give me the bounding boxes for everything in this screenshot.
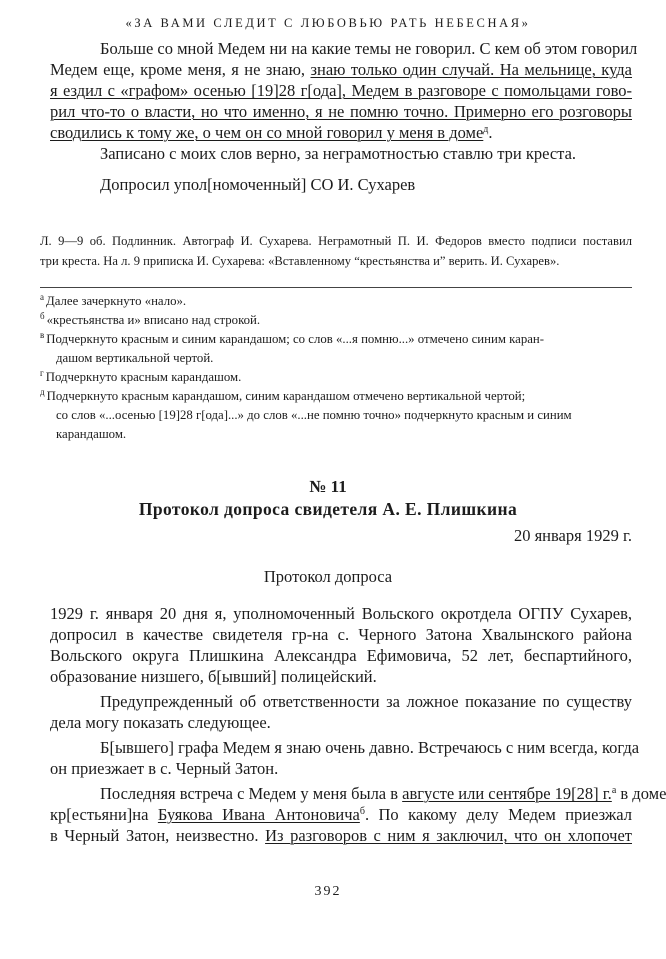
document-number: № 11 bbox=[309, 477, 347, 496]
footnote-ref: б bbox=[359, 806, 365, 817]
text-line: Предупрежденный об ответственности за ложное показание по существу bbox=[100, 692, 632, 711]
text-line: Последняя встреча с Медем у меня была в августе или сентябре 19[28] г.$^а$ в доме bbox=[100, 784, 666, 803]
source-note bbox=[40, 231, 632, 271]
text-line: образование низшего, б[ывший] полицейский. bbox=[50, 667, 377, 686]
text-line: кр[естьяни]на Буякова Ивана Антоновича$^б$. По какому делу Медем приезжал bbox=[50, 805, 632, 824]
document-title: Протокол допроса свидетеля А. Е. Плишкина bbox=[138, 499, 518, 519]
footnote-ref: д bbox=[483, 124, 489, 135]
underlined-passage: я ездил с «графом» осенью [19]28 г[ода], Медем в разговоре с помольцами гово- bbox=[50, 81, 632, 100]
certification-line: Записано с моих слов верно, за неграмотностью ставлю три креста. bbox=[100, 144, 577, 163]
text-line: Б[ывшего] графа Медем я знаю очень давно. Встречаюсь с ним всегда, когда bbox=[100, 738, 640, 757]
footnote-ref: а bbox=[611, 785, 617, 796]
text-line: Вольского округа Плишкина Александра Ефимовича, 52 лет, беспартийного, bbox=[50, 646, 632, 665]
footnote: $^д$ Подчеркнуто красным карандашом, синим карандашом отмечено вертикальной чертой; bbox=[40, 387, 526, 403]
page-number: 392 bbox=[314, 884, 342, 899]
underlined-passage: сводились к тому же, о чем он со мной говорил у меня в доме bbox=[50, 123, 484, 142]
source-note-line: Л. 9—9 об. Подлинник. Автограф И. Сухарева. Неграмотный П. И. Федоров вместо подписи поставил bbox=[40, 234, 632, 248]
protocol-heading: Протокол допроса bbox=[263, 567, 393, 586]
footnote-continuation: дашом вертикальной чертой. bbox=[56, 351, 214, 365]
text-line: в Черный Затон, неизвестно. Из разговоров с ним я заключил, что он хлопочет bbox=[50, 826, 632, 845]
footnote-continuation: карандашом. bbox=[56, 427, 127, 441]
text-line: он приезжает в с. Черный Затон. bbox=[50, 759, 279, 778]
underlined-passage: Буякова Ивана Антоновича bbox=[157, 805, 360, 824]
footnote: $^б$ «крестьянства и» вписано над строкой. bbox=[40, 311, 261, 327]
underlined-passage: августе или сентябре 19[28] г. bbox=[402, 784, 612, 803]
underlined-passage: рил что-то о власти, но что именно, я не помню точно. Примерно его розговоры bbox=[50, 102, 632, 121]
footnote: $^г$ Подчеркнуто красным карандашом. bbox=[40, 368, 242, 384]
interrogator-signature: Допросил упол[номоченный] СО И. Сухарев bbox=[100, 175, 416, 194]
text-line: Медем еще, кроме меня, я не знаю, знаю только один случай. На мельнице, куда bbox=[50, 60, 633, 79]
underlined-passage: знаю только один случай. На мельнице, куда bbox=[310, 60, 633, 79]
protocol-body bbox=[50, 603, 666, 846]
footnote: $^а$ Далее зачеркнуто «нало». bbox=[40, 292, 187, 308]
text-line: допросил в качестве свидетеля гр-на с. Черного Затона Хвалынского района bbox=[50, 625, 632, 644]
underlined-passage: Из разговоров с ним я заключил, что он хлопочет bbox=[265, 826, 632, 845]
text-line bbox=[50, 80, 632, 101]
document-date: 20 января 1929 г. bbox=[513, 526, 632, 545]
source-note-line: три креста. На л. 9 приписка И. Сухарева: «Вставленному “крестьянства и” верить. И. Сухарев». bbox=[40, 254, 560, 268]
footnote: $^в$ Подчеркнуто красным и синим карандашом; со слов «...я помню...» отмечено синим каран- bbox=[40, 330, 545, 346]
footnote-divider bbox=[40, 287, 632, 288]
text-line bbox=[50, 101, 632, 122]
text-line: 1929 г. января 20 дня я, уполномоченный Вольского окротдела ОГПУ Сухарев, bbox=[50, 604, 632, 623]
testimony-text bbox=[50, 38, 638, 195]
footnote-continuation: со слов «...осенью [19]28 г[ода]...» до слов «...не помню точно» подчеркнуто красным и синим bbox=[56, 408, 572, 422]
text-line: Больше со мной Медем ни на какие темы не говорил. С кем об этом говорил bbox=[100, 39, 638, 58]
text-line: сводились к тому же, о чем он со мной говорил у меня в доме$^д$. bbox=[50, 123, 493, 142]
text-line: дела могу показать следующее. bbox=[50, 713, 271, 732]
running-head: «ЗА ВАМИ СЛЕДИТ С ЛЮБОВЬЮ РАТЬ НЕБЕСНАЯ» bbox=[125, 16, 531, 30]
footnotes bbox=[40, 292, 632, 444]
